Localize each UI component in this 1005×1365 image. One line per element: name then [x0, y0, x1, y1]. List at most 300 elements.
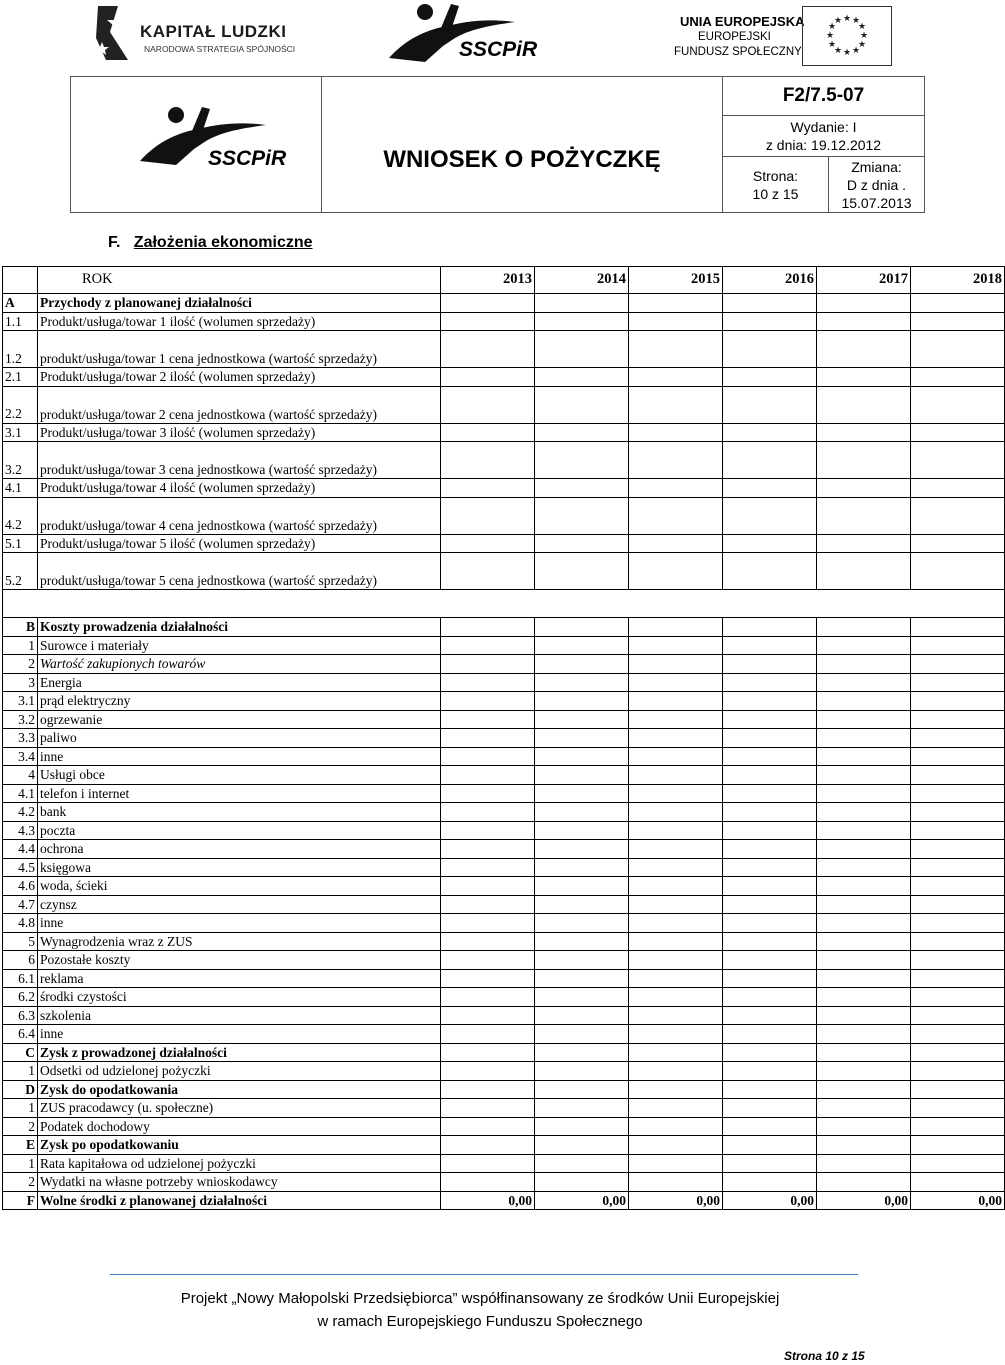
value-cell[interactable] [817, 1099, 911, 1118]
value-cell[interactable] [911, 1117, 1005, 1136]
value-cell[interactable] [441, 877, 535, 896]
value-cell[interactable] [629, 988, 723, 1007]
value-cell[interactable] [535, 442, 629, 479]
value-cell[interactable] [629, 784, 723, 803]
value-cell[interactable] [629, 386, 723, 423]
page-value: 10 z 15 [752, 185, 799, 202]
value-cell[interactable] [535, 877, 629, 896]
value-cell[interactable] [441, 1154, 535, 1173]
value-cell[interactable] [817, 534, 911, 553]
value-cell[interactable]: 0,00 [911, 1191, 1005, 1210]
value-cell[interactable] [817, 784, 911, 803]
value-cell[interactable] [817, 442, 911, 479]
row-label: Rata kapitałowa od udzielonej pożyczki [38, 1154, 441, 1173]
value-cell[interactable] [441, 895, 535, 914]
value-cell[interactable] [911, 1154, 1005, 1173]
value-cell[interactable] [535, 821, 629, 840]
value-cell[interactable] [441, 534, 535, 553]
value-cell[interactable] [535, 951, 629, 970]
value-cell[interactable]: 0,00 [441, 1191, 535, 1210]
value-cell[interactable] [535, 331, 629, 368]
value-cell[interactable] [911, 479, 1005, 498]
value-cell[interactable] [911, 988, 1005, 1007]
value-cell[interactable] [817, 914, 911, 933]
value-cell[interactable] [535, 673, 629, 692]
value-cell[interactable] [817, 710, 911, 729]
table-row [3, 1154, 1005, 1173]
value-cell[interactable] [911, 951, 1005, 970]
value-cell[interactable] [441, 368, 535, 387]
table-row [3, 636, 1005, 655]
value-cell[interactable] [535, 710, 629, 729]
value-cell[interactable] [723, 331, 817, 368]
value-cell[interactable] [441, 636, 535, 655]
value-cell[interactable] [441, 710, 535, 729]
value-cell[interactable] [629, 1117, 723, 1136]
value-cell[interactable] [441, 803, 535, 822]
value-cell[interactable] [817, 331, 911, 368]
value-cell[interactable] [817, 1043, 911, 1062]
table-row [3, 1025, 1005, 1044]
value-cell[interactable] [535, 534, 629, 553]
value-cell[interactable] [629, 895, 723, 914]
value-cell[interactable] [911, 534, 1005, 553]
value-cell[interactable] [723, 1117, 817, 1136]
value-cell[interactable] [535, 692, 629, 711]
value-cell[interactable] [441, 969, 535, 988]
value-cell[interactable] [723, 1154, 817, 1173]
value-cell[interactable] [911, 914, 1005, 933]
value-cell[interactable] [629, 821, 723, 840]
table-row [3, 618, 1005, 637]
value-cell[interactable] [817, 655, 911, 674]
value-cell[interactable] [535, 386, 629, 423]
value-cell[interactable] [629, 766, 723, 785]
value-cell[interactable] [629, 1099, 723, 1118]
value-cell[interactable] [535, 553, 629, 590]
value-cell[interactable] [535, 895, 629, 914]
value-cell[interactable] [817, 729, 911, 748]
value-cell[interactable] [723, 673, 817, 692]
value-cell[interactable] [441, 932, 535, 951]
value-cell[interactable] [911, 766, 1005, 785]
value-cell[interactable] [535, 840, 629, 859]
value-cell[interactable] [817, 766, 911, 785]
value-cell[interactable] [817, 969, 911, 988]
value-cell[interactable] [535, 988, 629, 1007]
value-cell[interactable] [817, 803, 911, 822]
value-cell[interactable] [535, 1154, 629, 1173]
kapital-ludzki-subtitle: NARODOWA STRATEGIA SPÓJNOŚCI [144, 44, 296, 54]
value-cell[interactable] [723, 858, 817, 877]
value-cell[interactable] [723, 784, 817, 803]
row-number: 2.2 [3, 386, 38, 423]
value-cell[interactable] [535, 1136, 629, 1155]
table-row [3, 710, 1005, 729]
value-cell[interactable] [911, 932, 1005, 951]
value-cell[interactable] [441, 914, 535, 933]
value-cell[interactable] [441, 331, 535, 368]
row-label: Odsetki od udzielonej pożyczki [38, 1062, 441, 1081]
value-cell[interactable] [723, 479, 817, 498]
row-label: inne [38, 747, 441, 766]
header-year: 2018 [911, 267, 1005, 294]
value-cell[interactable] [911, 442, 1005, 479]
row-number: 4.1 [3, 784, 38, 803]
value-cell[interactable] [535, 932, 629, 951]
value-cell[interactable] [441, 1043, 535, 1062]
value-cell[interactable] [817, 692, 911, 711]
value-cell[interactable] [629, 673, 723, 692]
svg-text:★: ★ [842, 48, 852, 58]
value-cell[interactable] [723, 895, 817, 914]
value-cell[interactable] [723, 877, 817, 896]
value-cell[interactable] [629, 423, 723, 442]
value-cell[interactable] [535, 766, 629, 785]
value-cell[interactable] [723, 294, 817, 313]
value-cell[interactable] [911, 636, 1005, 655]
value-cell[interactable] [723, 803, 817, 822]
value-cell[interactable]: 0,00 [629, 1191, 723, 1210]
value-cell[interactable] [629, 877, 723, 896]
value-cell[interactable] [629, 294, 723, 313]
spacer-row [3, 590, 1005, 618]
row-number: 1.2 [3, 331, 38, 368]
value-cell[interactable] [441, 442, 535, 479]
value-cell[interactable] [441, 821, 535, 840]
section-letter: F. [108, 234, 121, 251]
value-cell[interactable] [535, 1080, 629, 1099]
value-cell[interactable] [535, 729, 629, 748]
value-cell[interactable] [723, 1080, 817, 1099]
value-cell[interactable] [535, 497, 629, 534]
value-cell[interactable] [441, 1099, 535, 1118]
value-cell[interactable] [911, 312, 1005, 331]
value-cell[interactable] [629, 618, 723, 637]
value-cell[interactable] [535, 1006, 629, 1025]
value-cell[interactable] [723, 1025, 817, 1044]
value-cell[interactable] [629, 368, 723, 387]
value-cell[interactable] [911, 895, 1005, 914]
value-cell[interactable] [817, 988, 911, 1007]
value-cell[interactable] [535, 1099, 629, 1118]
value-cell[interactable] [817, 618, 911, 637]
value-cell[interactable] [535, 969, 629, 988]
row-label: Wartość zakupionych towarów [38, 655, 441, 674]
value-cell[interactable] [911, 1080, 1005, 1099]
value-cell[interactable] [723, 423, 817, 442]
value-cell[interactable] [723, 312, 817, 331]
value-cell[interactable] [817, 951, 911, 970]
value-cell[interactable] [535, 747, 629, 766]
value-cell[interactable] [723, 534, 817, 553]
value-cell[interactable] [723, 766, 817, 785]
value-cell[interactable] [817, 747, 911, 766]
value-cell[interactable] [441, 766, 535, 785]
value-cell[interactable] [629, 969, 723, 988]
value-cell[interactable] [817, 312, 911, 331]
value-cell[interactable]: 0,00 [535, 1191, 629, 1210]
value-cell[interactable] [629, 497, 723, 534]
value-cell[interactable] [535, 636, 629, 655]
value-cell[interactable] [817, 497, 911, 534]
value-cell[interactable] [723, 1043, 817, 1062]
value-cell[interactable] [817, 1154, 911, 1173]
value-cell[interactable] [723, 636, 817, 655]
value-cell[interactable] [441, 1080, 535, 1099]
edition-label: Wydanie: I [790, 119, 857, 135]
row-number: 4.2 [3, 803, 38, 822]
value-cell[interactable] [911, 821, 1005, 840]
value-cell[interactable] [911, 803, 1005, 822]
value-cell[interactable] [723, 710, 817, 729]
row-number: 1 [3, 1154, 38, 1173]
value-cell[interactable] [629, 1062, 723, 1081]
value-cell[interactable] [817, 877, 911, 896]
row-number: 3.1 [3, 692, 38, 711]
value-cell[interactable] [723, 1136, 817, 1155]
value-cell[interactable] [629, 747, 723, 766]
value-cell[interactable] [817, 636, 911, 655]
value-cell[interactable] [723, 553, 817, 590]
value-cell[interactable] [535, 368, 629, 387]
value-cell[interactable] [911, 747, 1005, 766]
value-cell[interactable] [817, 423, 911, 442]
value-cell[interactable] [629, 479, 723, 498]
value-cell[interactable] [441, 729, 535, 748]
value-cell[interactable] [441, 692, 535, 711]
value-cell[interactable] [723, 932, 817, 951]
value-cell[interactable] [441, 1136, 535, 1155]
value-cell[interactable] [441, 951, 535, 970]
value-cell[interactable] [723, 729, 817, 748]
table-row [3, 497, 1005, 534]
value-cell[interactable] [723, 1173, 817, 1192]
svg-text:★: ★ [842, 14, 852, 24]
value-cell[interactable] [441, 497, 535, 534]
value-cell[interactable] [911, 1006, 1005, 1025]
value-cell[interactable] [817, 386, 911, 423]
value-cell[interactable] [629, 914, 723, 933]
value-cell[interactable] [723, 821, 817, 840]
value-cell[interactable] [911, 1043, 1005, 1062]
value-cell[interactable] [629, 655, 723, 674]
value-cell[interactable] [817, 1025, 911, 1044]
value-cell[interactable] [911, 553, 1005, 590]
value-cell[interactable] [629, 1136, 723, 1155]
value-cell[interactable] [911, 497, 1005, 534]
value-cell[interactable] [911, 1136, 1005, 1155]
value-cell[interactable] [535, 1173, 629, 1192]
row-label: szkolenia [38, 1006, 441, 1025]
value-cell[interactable] [629, 1043, 723, 1062]
value-cell[interactable] [629, 534, 723, 553]
value-cell[interactable] [629, 803, 723, 822]
value-cell[interactable] [629, 951, 723, 970]
value-cell[interactable] [723, 988, 817, 1007]
value-cell[interactable] [441, 553, 535, 590]
value-cell[interactable] [723, 747, 817, 766]
value-cell[interactable] [911, 1173, 1005, 1192]
value-cell[interactable]: 0,00 [723, 1191, 817, 1210]
value-cell[interactable] [441, 312, 535, 331]
value-cell[interactable] [817, 1006, 911, 1025]
value-cell[interactable] [535, 312, 629, 331]
value-cell[interactable] [911, 877, 1005, 896]
row-label: Produkt/usługa/towar 4 ilość (wolumen sprzedaży) [38, 479, 441, 498]
value-cell[interactable] [629, 932, 723, 951]
value-cell[interactable] [911, 294, 1005, 313]
value-cell[interactable] [441, 655, 535, 674]
value-cell[interactable] [911, 423, 1005, 442]
value-cell[interactable] [817, 294, 911, 313]
value-cell[interactable] [911, 331, 1005, 368]
value-cell[interactable] [911, 858, 1005, 877]
value-cell[interactable] [441, 1062, 535, 1081]
value-cell[interactable] [723, 951, 817, 970]
value-cell[interactable] [535, 784, 629, 803]
value-cell[interactable] [817, 553, 911, 590]
value-cell[interactable] [817, 673, 911, 692]
value-cell[interactable] [441, 747, 535, 766]
value-cell[interactable] [817, 368, 911, 387]
value-cell[interactable] [535, 1117, 629, 1136]
value-cell[interactable] [911, 692, 1005, 711]
value-cell[interactable] [535, 914, 629, 933]
value-cell[interactable] [911, 386, 1005, 423]
value-cell[interactable] [629, 710, 723, 729]
value-cell[interactable] [723, 1099, 817, 1118]
value-cell[interactable] [441, 858, 535, 877]
value-cell[interactable] [629, 840, 723, 859]
value-cell[interactable] [723, 692, 817, 711]
value-cell[interactable] [911, 618, 1005, 637]
value-cell[interactable]: 0,00 [817, 1191, 911, 1210]
value-cell[interactable] [723, 497, 817, 534]
value-cell[interactable] [629, 692, 723, 711]
value-cell[interactable] [911, 655, 1005, 674]
value-cell[interactable] [441, 423, 535, 442]
value-cell[interactable] [535, 423, 629, 442]
value-cell[interactable] [817, 1136, 911, 1155]
edition-date: z dnia: 19.12.2012 [765, 137, 882, 153]
value-cell[interactable] [817, 821, 911, 840]
value-cell[interactable] [723, 914, 817, 933]
row-number: 3.1 [3, 423, 38, 442]
value-cell[interactable] [723, 386, 817, 423]
value-cell[interactable] [629, 1006, 723, 1025]
value-cell[interactable] [817, 1062, 911, 1081]
value-cell[interactable] [629, 553, 723, 590]
value-cell[interactable] [723, 368, 817, 387]
value-cell[interactable] [535, 1062, 629, 1081]
row-label: Przychody z planowanej działalności [38, 294, 441, 313]
value-cell[interactable] [817, 1173, 911, 1192]
value-cell[interactable] [629, 442, 723, 479]
value-cell[interactable] [723, 618, 817, 637]
value-cell[interactable] [723, 1006, 817, 1025]
value-cell[interactable] [535, 655, 629, 674]
section-text: Założenia ekonomiczne [133, 234, 313, 251]
value-cell[interactable] [441, 1006, 535, 1025]
value-cell[interactable] [911, 969, 1005, 988]
value-cell[interactable] [629, 858, 723, 877]
value-cell[interactable] [723, 1062, 817, 1081]
value-cell[interactable] [911, 840, 1005, 859]
row-number: 2 [3, 655, 38, 674]
value-cell[interactable] [911, 1099, 1005, 1118]
value-cell[interactable] [723, 969, 817, 988]
value-cell[interactable] [629, 1173, 723, 1192]
value-cell[interactable] [911, 1025, 1005, 1044]
value-cell[interactable] [441, 988, 535, 1007]
value-cell[interactable] [629, 636, 723, 655]
value-cell[interactable] [441, 386, 535, 423]
value-cell[interactable] [817, 858, 911, 877]
row-label: ochrona [38, 840, 441, 859]
value-cell[interactable] [535, 1043, 629, 1062]
value-cell[interactable] [629, 331, 723, 368]
value-cell[interactable] [441, 784, 535, 803]
value-cell[interactable] [817, 479, 911, 498]
value-cell[interactable] [629, 1080, 723, 1099]
value-cell[interactable] [817, 1117, 911, 1136]
value-cell[interactable] [723, 655, 817, 674]
value-cell[interactable] [723, 840, 817, 859]
value-cell[interactable] [817, 840, 911, 859]
value-cell[interactable] [817, 895, 911, 914]
table-header-row [3, 267, 1005, 294]
value-cell[interactable] [911, 784, 1005, 803]
value-cell[interactable] [629, 312, 723, 331]
value-cell[interactable] [441, 618, 535, 637]
value-cell[interactable] [535, 858, 629, 877]
row-number: 3.2 [3, 710, 38, 729]
value-cell[interactable] [911, 1062, 1005, 1081]
value-cell[interactable] [629, 729, 723, 748]
value-cell[interactable] [535, 1025, 629, 1044]
value-cell[interactable] [535, 803, 629, 822]
spacer-cell [3, 590, 1005, 618]
value-cell[interactable] [817, 932, 911, 951]
row-number: 3 [3, 673, 38, 692]
value-cell[interactable] [535, 294, 629, 313]
value-cell[interactable] [911, 368, 1005, 387]
economic-assumptions-table [2, 266, 1005, 1210]
value-cell[interactable] [441, 479, 535, 498]
value-cell[interactable] [441, 1025, 535, 1044]
value-cell[interactable] [629, 1154, 723, 1173]
value-cell[interactable] [723, 442, 817, 479]
value-cell[interactable] [629, 1025, 723, 1044]
value-cell[interactable] [441, 1173, 535, 1192]
value-cell[interactable] [441, 294, 535, 313]
value-cell[interactable] [817, 1080, 911, 1099]
row-label: Produkt/usługa/towar 2 ilość (wolumen sprzedaży) [38, 368, 441, 387]
value-cell[interactable] [441, 1117, 535, 1136]
value-cell[interactable] [441, 840, 535, 859]
form-title: WNIOSEK O POŻYCZKĘ [322, 77, 723, 213]
value-cell[interactable] [911, 710, 1005, 729]
row-number: 1 [3, 1099, 38, 1118]
table-row [3, 914, 1005, 933]
value-cell[interactable] [911, 729, 1005, 748]
value-cell[interactable] [441, 673, 535, 692]
value-cell[interactable] [535, 618, 629, 637]
value-cell[interactable] [535, 479, 629, 498]
value-cell[interactable] [911, 673, 1005, 692]
row-label: Produkt/usługa/towar 5 ilość (wolumen sprzedaży) [38, 534, 441, 553]
